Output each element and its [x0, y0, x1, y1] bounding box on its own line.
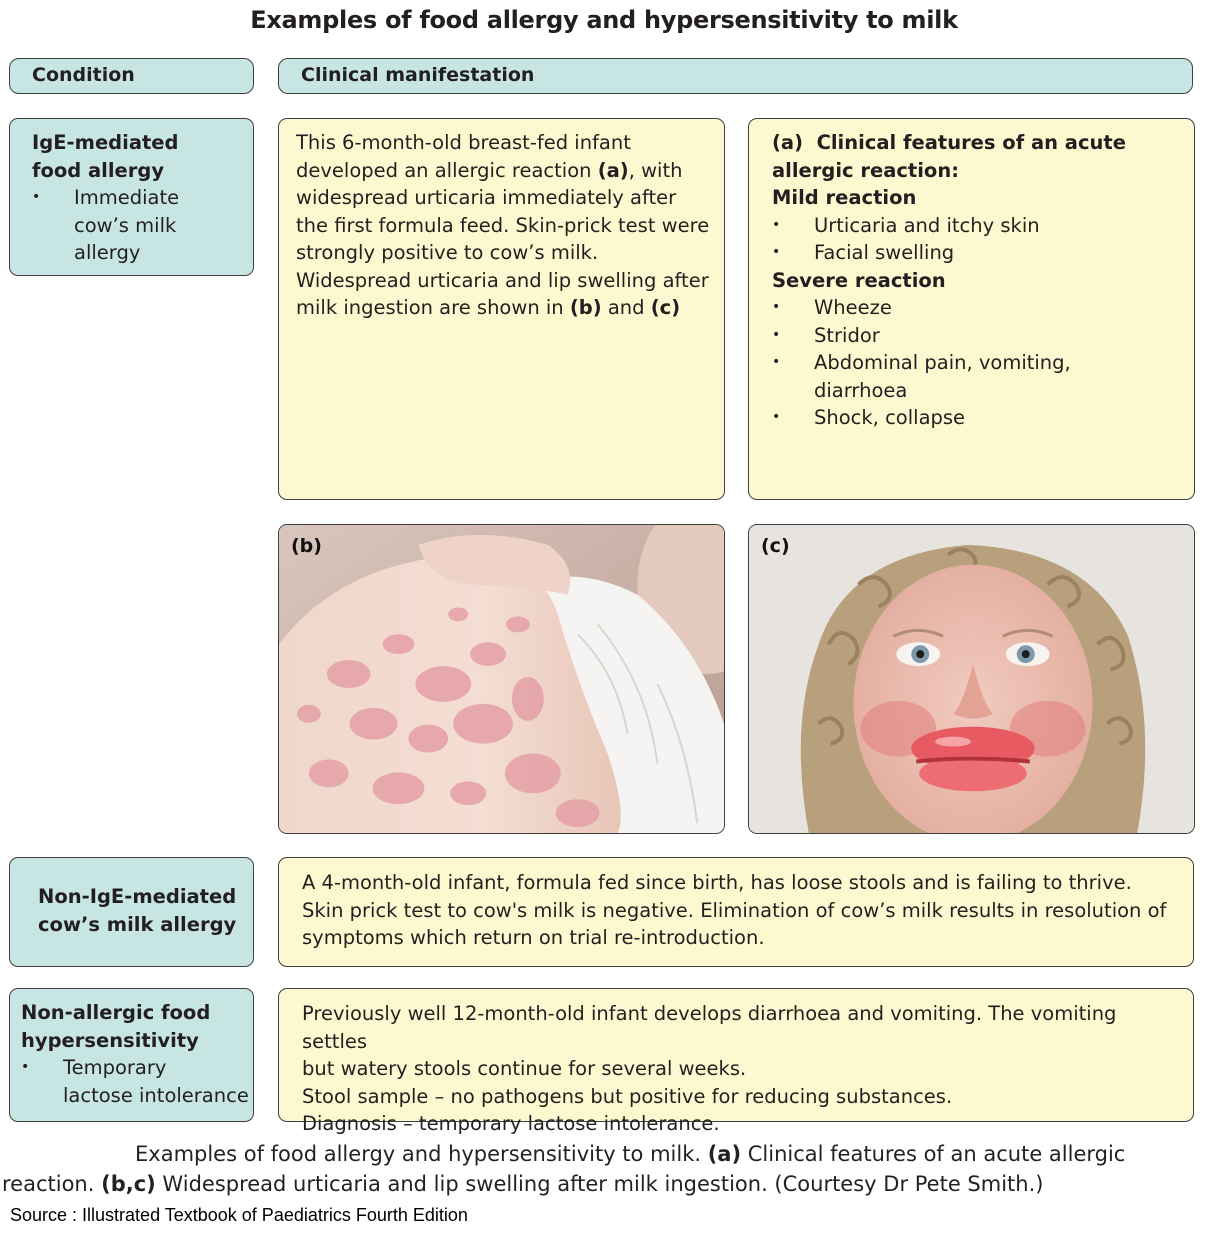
severe-reaction-title: Severe reaction — [772, 268, 946, 292]
caption-line-2: reaction. (b,c) Widespread urticaria and lip swelling after milk ingestion. (Courtesy Dr Pete Smith.) — [2, 1172, 1044, 1196]
list-item: • Facial swelling — [772, 239, 1180, 267]
condition-bullet — [21, 1054, 253, 1109]
case-line: but watery stools continue for several weeks. — [302, 1057, 747, 1080]
case-text: This 6-month-old breast-fed infant developed an allergic reaction (a), with widespread urticaria immediately after the first formula feed. Skin-prick test were strongly positive to cow’s milk. Widespread urticaria and lip swelling after milk ingestion are shown in (b) and (c) — [296, 131, 710, 319]
severe-reaction-list — [772, 294, 1180, 432]
condition-title: hypersensitivity — [21, 1028, 199, 1052]
caption-line-1: Examples of food allergy and hypersensitivity to milk. (a) Clinical features of an acute allergic — [135, 1142, 1126, 1166]
list-item: • Abdominal pain, vomiting, diarrhoea — [772, 349, 1180, 404]
features-heading: (a) Clinical features of an acute allergic reaction: — [772, 131, 1126, 182]
bullet-line: allergy — [74, 241, 141, 264]
list-item: • Wheeze — [772, 294, 1180, 322]
condition-non-allergic — [9, 988, 254, 1122]
condition-title: food allergy — [32, 158, 165, 182]
list-item: • Shock, collapse — [772, 404, 1180, 432]
list-item: • Urticaria and itchy skin — [772, 212, 1180, 240]
case-line: Diagnosis – temporary lactose intolerance. — [302, 1112, 720, 1135]
bullet-line: Immediate — [74, 186, 180, 209]
figure-title: Examples of food allergy and hypersensitivity to milk — [250, 6, 958, 34]
mild-reaction-title: Mild reaction — [772, 186, 917, 209]
condition-non-ige-mediated — [9, 857, 254, 967]
photo-urticaria-leg — [278, 524, 725, 834]
condition-title: IgE-mediated — [32, 131, 179, 154]
photo-b-label: (b) — [291, 535, 322, 557]
bullet-icon: • — [21, 1059, 30, 1075]
bullet-line: cow’s milk — [74, 213, 177, 237]
case-line: Skin prick test to cow's milk is negative. Elimination of cow’s milk results in resolution of — [302, 898, 1167, 922]
bullet-icon: • — [32, 189, 41, 205]
photo-c-label: (c) — [761, 535, 790, 557]
condition-bullet — [32, 184, 253, 267]
clinical-header: Clinical manifestation — [278, 58, 1193, 94]
mild-reaction-list — [772, 212, 1180, 267]
face-illustration — [749, 525, 1194, 833]
case-line: Previously well 12-month-old infant develops diarrhoea and vomiting. The vomiting settles — [302, 1002, 1117, 1053]
leg-illustration — [279, 525, 724, 833]
list-item: • Stridor — [772, 322, 1180, 350]
clinical-features-box — [748, 118, 1195, 500]
case-description-non-allergic — [278, 988, 1194, 1135]
bullet-line: lactose intolerance — [63, 1083, 249, 1107]
condition-title: cow’s milk allergy — [38, 912, 237, 936]
condition-header: Condition — [9, 58, 254, 94]
source-note: Source : Illustrated Textbook of Paediatrics Fourth Edition — [10, 1205, 468, 1225]
case-description-non-ige — [278, 857, 1194, 967]
case-line: symptoms which return on trial re-introduction. — [302, 926, 765, 949]
bullet-line: Temporary — [63, 1056, 167, 1079]
condition-title: Non-allergic food — [21, 1001, 211, 1024]
case-line: Stool sample – no pathogens but positive for reducing substances. — [302, 1084, 953, 1108]
case-description-ige — [278, 118, 725, 500]
case-line: A 4-month-old infant, formula fed since birth, has loose stools and is failing to thrive. — [302, 871, 1132, 894]
condition-ige-mediated — [9, 118, 254, 276]
photo-lip-swelling — [748, 524, 1195, 834]
condition-title: Non-IgE-mediated — [38, 885, 237, 908]
